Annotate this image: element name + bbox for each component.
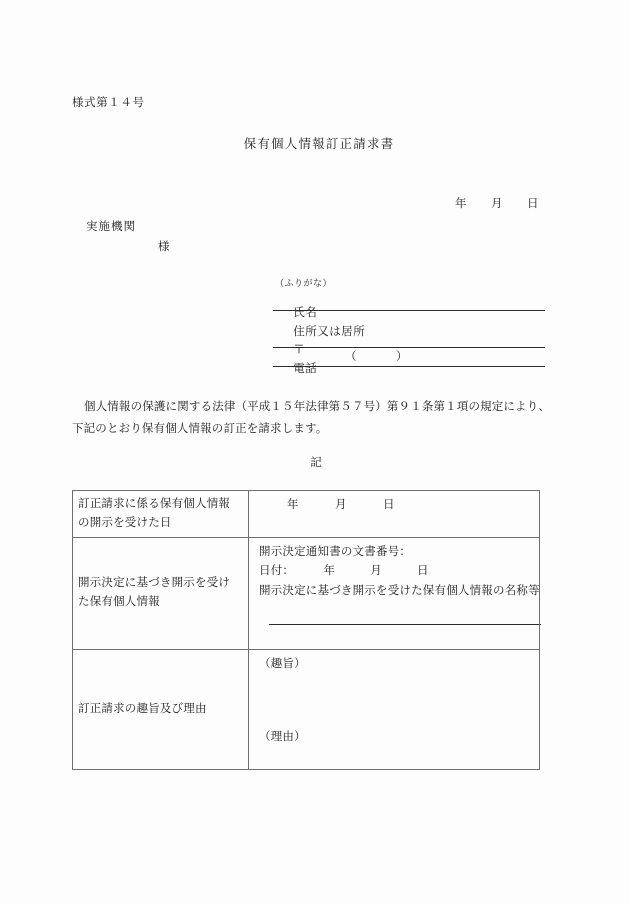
body-paragraph-line-2: 下記のとおり保有個人情報の訂正を請求します。 [72,423,328,436]
phone-close-paren: ） [396,351,408,363]
disclosed-info-write-in-rule[interactable] [269,624,541,625]
phone-label: 電話 [293,363,318,375]
table-row-value-purpose-reason[interactable] [249,649,540,769]
note-mark [0,454,630,470]
table-row [73,491,540,538]
date-line: 年 月 日 [455,198,539,210]
reason-subheading: （理由） [259,731,306,744]
applicant-block [273,276,545,375]
postal-code-symbol-icon: 〒 [293,344,306,356]
table-row-label-disclosure-date [73,491,249,538]
table-row-label-purpose-reason [73,649,249,769]
furigana-label: （ふりがな） [275,278,333,288]
form-number: 様式第１４号 [72,97,145,109]
page-title-text: 保有個人情報訂正請求書 [243,137,395,151]
agency-label: 実施機関 [86,221,136,233]
postal-code-field-row[interactable] [273,329,545,356]
label-text: 訂正請求に係る保有個人情報 の開示を受けた日 [78,498,231,529]
table-row [73,537,540,649]
agency-honorific: 様 [158,241,170,253]
disclosed-info-name-line: 開示決定に基づき開示を受けた保有個人情報の名称等 [259,585,540,598]
form-table [72,490,540,770]
address-field-row[interactable] [273,311,545,338]
purpose-subheading: （趣旨） [259,657,306,670]
body-paragraph [72,396,562,441]
label-text: 開示決定に基づき開示を受け た保有個人情報 [78,577,231,609]
table-row [73,649,540,769]
phone-open-paren: （ [345,351,357,363]
table-row-value-disclosure-date[interactable] [249,491,540,538]
name-label: 氏名 [293,307,318,319]
disclosure-date-blank: 年 月 日 [287,499,395,511]
table-row-value-disclosed-info[interactable] [249,537,540,649]
page-title [0,134,630,152]
body-paragraph-line-1: 個人情報の保護に関する法律（平成１５年法律第５７号）第９１条第１項の規定により、 [84,401,550,413]
note-mark-text: 記 [310,457,322,469]
table-row-label-disclosed-info [73,537,249,649]
phone-field-row[interactable] [273,348,545,375]
notice-date-line: 日付： 年 月 日 [259,565,429,578]
name-field-row[interactable] [273,292,545,319]
label-text: 訂正請求の趣旨及び理由 [78,702,207,715]
notice-document-number-line: 開示決定通知書の文書番号： [259,545,412,558]
address-label: 住所又は居所 [293,326,366,338]
